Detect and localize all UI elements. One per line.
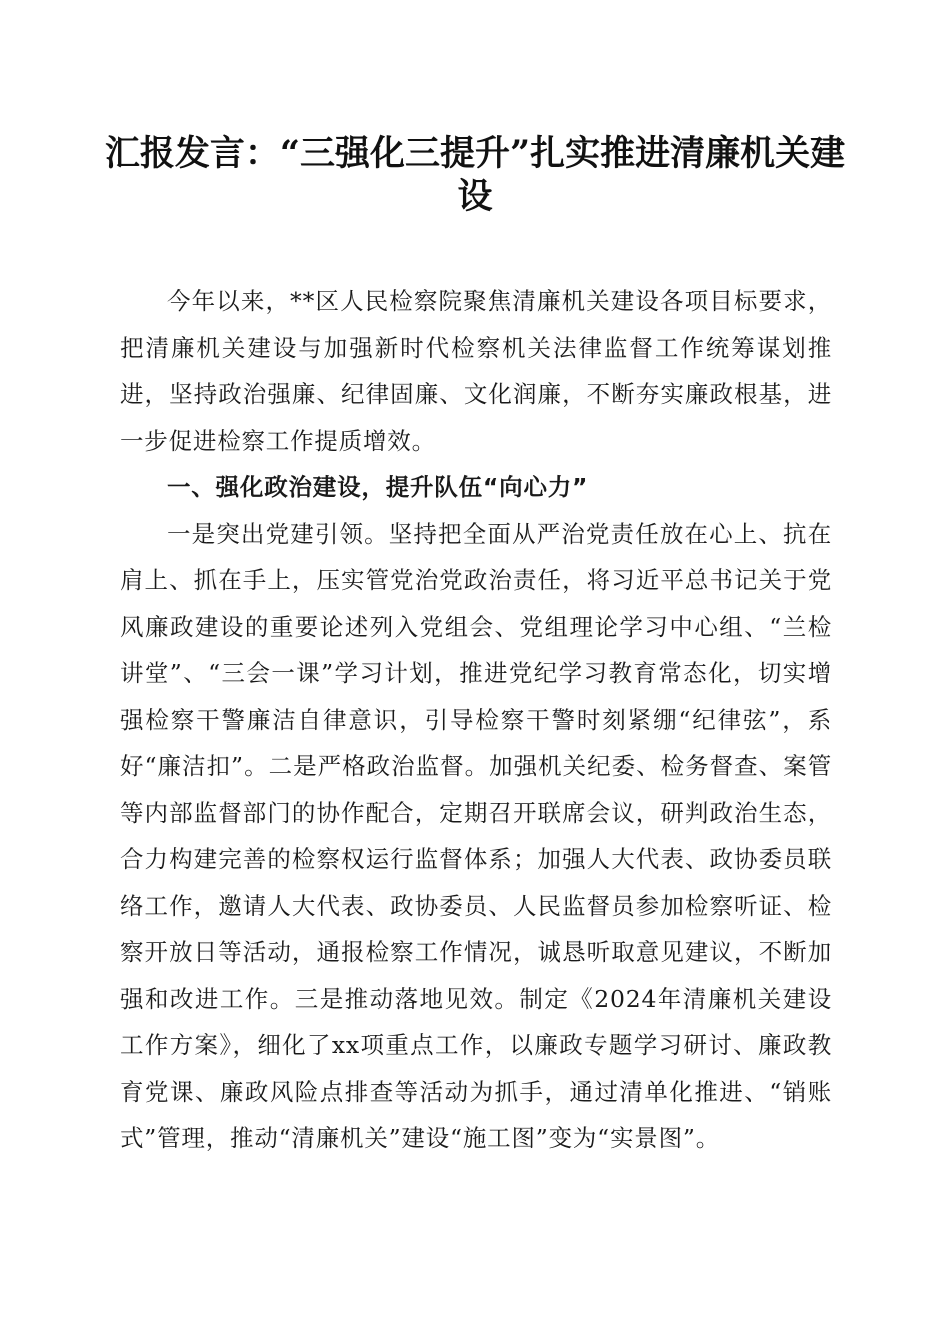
- intro-paragraph: 今年以来，**区人民检察院聚焦清廉机关建设各项目标要求，把清廉机关建设与加强新时代检察机关法律监督工作统筹谋划推进，坚持政治强廉、纪律固廉、文化润廉，不断夯实廉政根基，进一步促进检察工作提质增效。: [120, 287, 832, 455]
- section-paragraph: 一是突出党建引领。坚持把全面从严治党责任放在心上、抗在肩上、抓在手上，压实管党治党政治责任，将习近平总书记关于党风廉政建设的重要论述列入党组会、党组理论学习中心组、“兰检讲堂”、“三会一课”学习计划，推进党纪学习教育常态化，切实增强检察干警廉洁自律意识，引导检察干警时刻紧绷“纪律弦”，系好“廉洁扣”。二是严格政治监督。加强机关纪委、检务督查、案管等内部监督部门的协作配合，定期召开联席会议，研判政治生态，合力构建完善的检察权运行监督体系；加强人大代表、政协委员联络工作，邀请人大代表、政协委员、人民监督员参加检察听证、检察开放日等活动，通报检察工作情况，诚恳听取意见建议，不断加强和改进工作。三是推动落地见效。制定《2024年清廉机关建设工作方案》，细化了xx项重点工作，以廉政专题学习研讨、廉政教育党课、廉政风险点排查等活动为抓手，通过清单化推进、“销账式”管理，推动“清廉机关”建设“施工图”变为“实景图”。: [120, 519, 832, 1152]
- document-body: [120, 278, 832, 1162]
- section-heading: 一、强化政治建设，提升队伍“向心力”: [167, 473, 589, 501]
- document-title: 汇报发言：“三强化三提升”扎实推进清廉机关建设: [104, 133, 846, 217]
